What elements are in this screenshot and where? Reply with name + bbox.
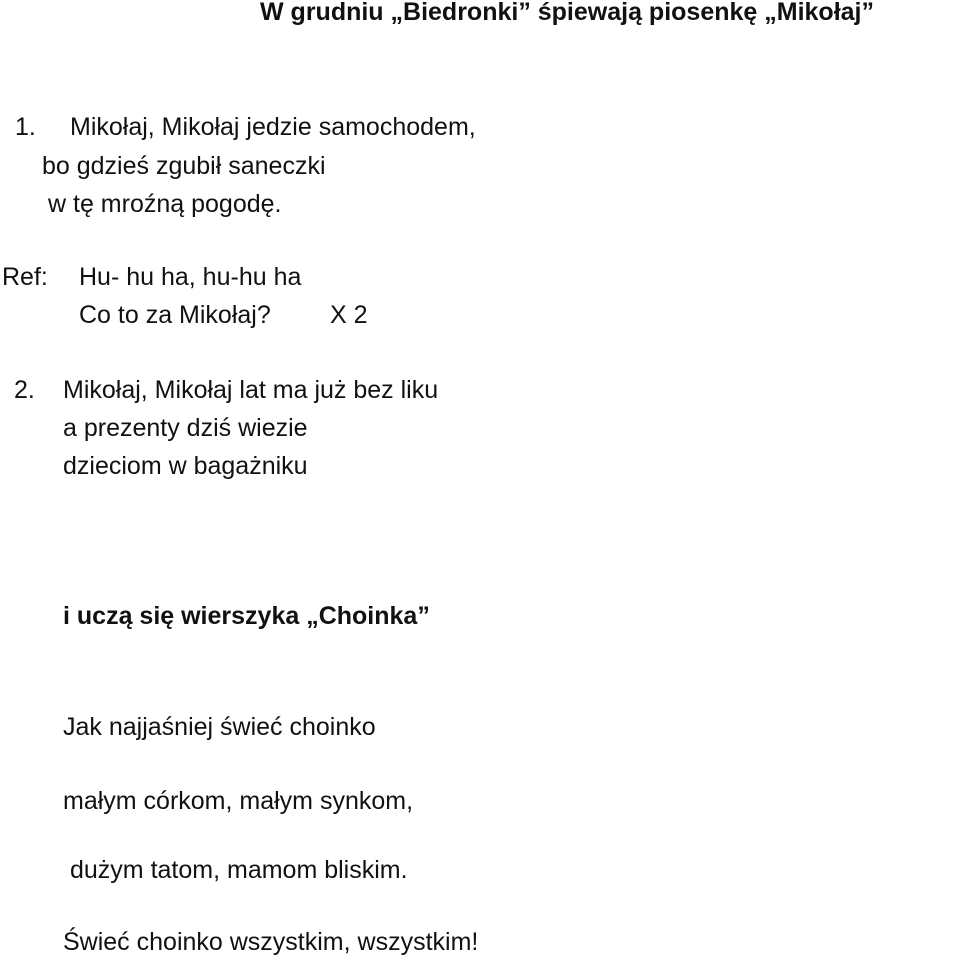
verse-1-line: w tę mroźną pogodę.	[48, 190, 282, 218]
poem-line: małym córkom, małym synkom,	[63, 787, 414, 815]
verse-2-line: a prezenty dziś wiezie	[63, 414, 308, 442]
poem-line: Jak najjaśniej świeć choinko	[63, 713, 376, 741]
page-title: W grudniu „Biedronki” śpiewają piosenkę „Mikołaj”	[260, 0, 874, 26]
refrain-line: Hu- hu ha, hu-hu ha	[79, 263, 302, 291]
verse-1-number: 1.	[15, 113, 36, 141]
verse-2-number: 2.	[14, 376, 35, 404]
poem-line: dużym tatom, mamom bliskim.	[70, 856, 408, 884]
refrain-line: Co to za Mikołaj?	[79, 301, 271, 329]
verse-1-line: bo gdzieś zgubił saneczki	[42, 152, 326, 180]
poem-heading: i uczą się wierszyka „Choinka”	[63, 602, 430, 630]
refrain-repeat-marker: X 2	[330, 301, 368, 329]
verse-1-line: Mikołaj, Mikołaj jedzie samochodem,	[70, 113, 476, 141]
poem-line: Świeć choinko wszystkim, wszystkim!	[63, 928, 479, 956]
refrain-label: Ref:	[2, 263, 48, 291]
verse-2-line: Mikołaj, Mikołaj lat ma już bez liku	[63, 376, 439, 404]
verse-2-line: dzieciom w bagażniku	[63, 452, 308, 480]
